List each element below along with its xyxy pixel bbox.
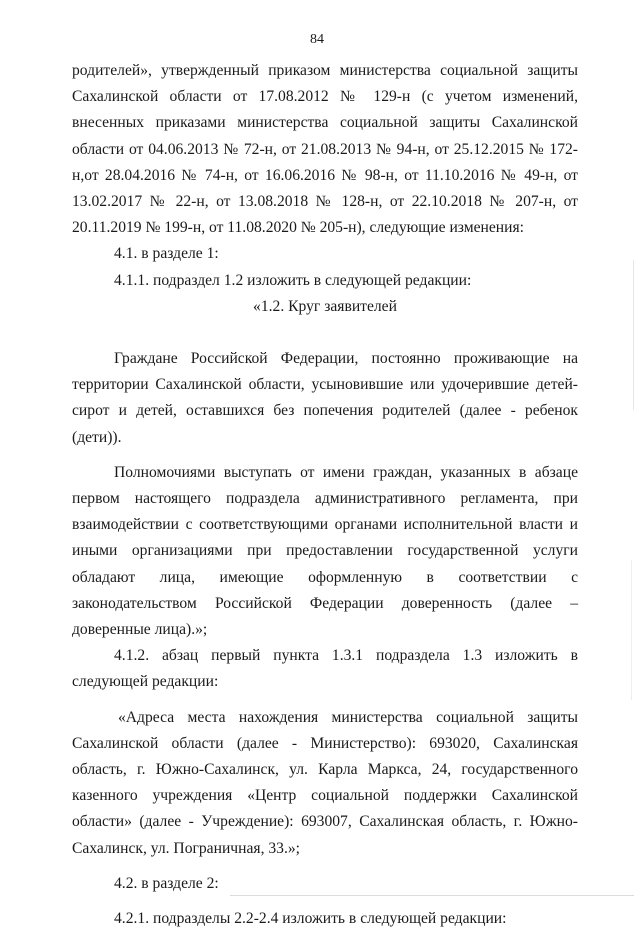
paragraph-authority: Полномочиями выступать от имени граждан, указанных в абзаце первом настоящего подраздела административного регламента, при взаимодействии с соответствующими органами исполнительной власти и иными организациями при предоставлении государственной услуги обладают лица, имеющие оформленную в соответствии с законодательством Российской Федерации доверенность (далее – доверенные лица).»; <box>72 463 578 639</box>
scan-artifact <box>631 560 632 700</box>
spacer <box>72 451 578 460</box>
document-body <box>72 58 578 932</box>
paragraph-subsection-1-2: 4.1.1. подраздел 1.2 изложить в следующей редакции: <box>114 271 472 289</box>
paragraph-subsections-2-2-2-4: 4.2.1. подразделы 2.2-2.4 изложить в следующей редакции: <box>114 910 507 928</box>
paragraph-item-1-3-1: 4.1.2. абзац первый пункта 1.3.1 подраздела 1.3 изложить в следующей редакции: <box>72 647 578 691</box>
paragraph-addresses: «Адреса места нахождения министерства социальной защиты Сахалинской области (далее - Министерство): 693020, Сахалинская область, г. Южно-Сахалинск, ул. Карла Маркса, 24, государственного казенного учреждения «Центр социальной поддержки Сахалинской области» (далее - Учреждение): 693007, Сахалинская область, г. Южно-Сахалинск, ул. Пограничная, 33.»; <box>72 708 578 857</box>
paragraph-section-1: 4.1. в разделе 1: <box>114 245 219 263</box>
heading-applicants: «1.2. Круг заявителей <box>253 297 397 315</box>
scan-edge-line <box>230 895 634 896</box>
paragraph-order-intro: родителей», утвержденный приказом министерства социальной защиты Сахалинской области от 17.08.2012 № 129-н (с учетом изменений, внесенных приказами министерства социальной защиты Сахалинской области от 04.06.2013 № 72-н, от 21.08.2013 № 94-н, от 25.12.2015 № 172-н,от 28.04.2016 № 74-н, от 16.06.2016 № 98-н, от 11.10.2016 № 49-н, от 13.02.2017 № 22-н, от 13.08.2018 № 128-н, от 22.10.2018 № 207-н, от 20.11.2019 № 199-н, от 11.08.2020 № 205-н), следующие изменения: <box>72 62 578 237</box>
page-number: 84 <box>310 32 324 47</box>
spacer <box>72 862 578 871</box>
paragraph-citizens: Граждане Российской Федерации, постоянно проживающие на территории Сахалинской области, усыновившие или удочерившие детей-сирот и детей, оставшихся без попечения родителей (далее - ребенок (дети)). <box>72 350 578 446</box>
spacer <box>72 696 578 705</box>
spacer <box>72 320 578 346</box>
paragraph-section-2: 4.2. в разделе 2: <box>114 874 219 892</box>
